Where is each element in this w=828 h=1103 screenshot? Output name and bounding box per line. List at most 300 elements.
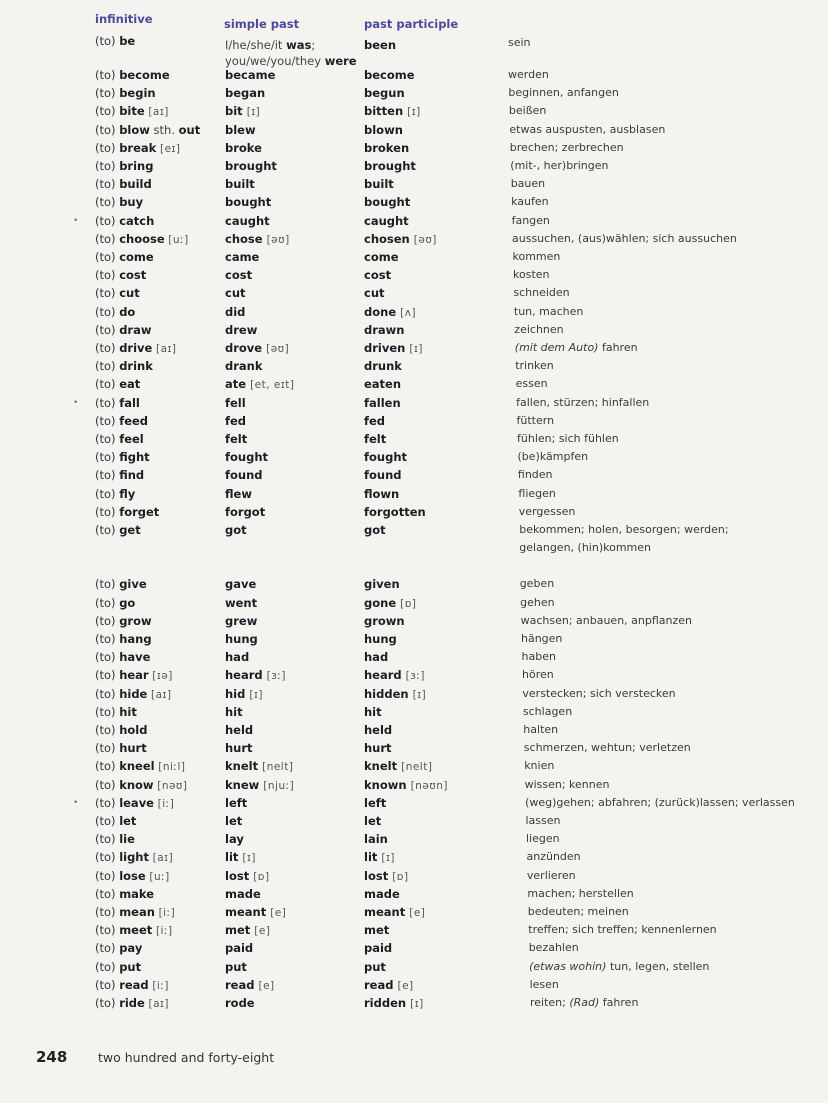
simple-past-word: found bbox=[225, 468, 263, 483]
simple-past-cell bbox=[225, 596, 257, 610]
simple-past-word: had bbox=[225, 650, 250, 665]
past-participle-phonetic: [ɪ] bbox=[410, 998, 424, 1010]
past-participle-word: done bbox=[364, 304, 397, 319]
table-row bbox=[0, 414, 828, 432]
simple-past-cell bbox=[225, 705, 243, 719]
infinitive-word: feed bbox=[119, 413, 149, 428]
german-cell: fallen, stürzen; hinfallen bbox=[516, 395, 650, 409]
past-participle-cell bbox=[364, 214, 409, 228]
past-participle-phonetic: [ɒ] bbox=[400, 597, 417, 610]
infinitive-phonetic: [iː] bbox=[155, 925, 173, 938]
header-infinitive: infinitive bbox=[95, 12, 153, 26]
infinitive-cell bbox=[95, 905, 175, 920]
simple-past-cell bbox=[225, 887, 261, 901]
simple-past-cell bbox=[225, 250, 259, 264]
simple-past-phonetic: [njuː] bbox=[263, 779, 295, 792]
infinitive-word: read bbox=[119, 977, 149, 992]
to-prefix: (to) bbox=[95, 923, 116, 938]
simple-past-word: knelt bbox=[225, 759, 259, 774]
german-cell: geben bbox=[519, 577, 555, 591]
past-participle-word: met bbox=[364, 923, 390, 938]
german-cell: bezahlen bbox=[528, 941, 579, 955]
german-italic: (mit dem Auto) bbox=[514, 341, 599, 354]
past-participle-word: become bbox=[364, 68, 415, 82]
past-participle-word: hurt bbox=[364, 741, 392, 756]
table-row bbox=[0, 978, 828, 996]
to-prefix: (to) bbox=[95, 231, 116, 246]
infinitive-word: cost bbox=[119, 268, 147, 283]
german-cell: essen bbox=[515, 377, 548, 391]
simple-past-phonetic: [ɪ] bbox=[246, 106, 261, 119]
infinitive-cell bbox=[95, 232, 189, 247]
past-participle-word: meant bbox=[364, 905, 406, 919]
infinitive-word: have bbox=[119, 650, 151, 665]
past-participle-word: flown bbox=[364, 486, 400, 501]
infinitive-cell bbox=[95, 505, 159, 519]
german-cell: schlagen bbox=[522, 704, 573, 718]
simple-past-word: bought bbox=[225, 195, 272, 210]
simple-past-cell bbox=[225, 796, 247, 810]
simple-past-cell bbox=[225, 286, 246, 300]
german-cell: fühlen; sich fühlen bbox=[517, 432, 619, 445]
header-simple-past: simple past bbox=[224, 17, 300, 31]
infinitive-cell bbox=[95, 177, 152, 191]
to-prefix: (to) bbox=[95, 250, 116, 264]
table-row bbox=[0, 487, 828, 505]
past-participle-word: chosen bbox=[364, 231, 410, 246]
simple-past-word: did bbox=[225, 304, 246, 319]
simple-past-word: hid bbox=[225, 686, 246, 701]
table-row bbox=[0, 869, 828, 887]
infinitive-cell bbox=[95, 159, 153, 173]
past-participle-word: built bbox=[364, 177, 394, 192]
table-row bbox=[0, 141, 828, 159]
simple-past-word: broke bbox=[225, 140, 262, 155]
german-cell: werden bbox=[508, 68, 549, 81]
past-participle-cell bbox=[364, 487, 399, 501]
to-prefix: (to) bbox=[95, 104, 116, 119]
infinitive-cell bbox=[95, 104, 169, 119]
past-participle-word: given bbox=[364, 577, 400, 592]
to-prefix: (to) bbox=[95, 723, 116, 737]
past-participle-cell bbox=[364, 796, 386, 810]
infinitive-cell bbox=[95, 341, 177, 356]
past-participle-word: bitten bbox=[364, 104, 404, 119]
table-row bbox=[0, 450, 828, 468]
to-prefix: (to) bbox=[95, 413, 116, 428]
infinitive-word: put bbox=[119, 959, 142, 974]
to-prefix: (to) bbox=[95, 341, 116, 355]
simple-past-word: lost bbox=[225, 868, 250, 883]
to-prefix: (to) bbox=[95, 668, 116, 683]
simple-past-word: grew bbox=[225, 613, 258, 628]
to-prefix: (to) bbox=[95, 996, 116, 1010]
infinitive-cell bbox=[95, 941, 142, 955]
past-participle-word: fed bbox=[364, 413, 386, 428]
infinitive-cell bbox=[95, 487, 135, 501]
table-row bbox=[0, 195, 828, 213]
past-participle-cell bbox=[364, 68, 415, 82]
past-participle-word: drunk bbox=[364, 359, 402, 374]
table-row bbox=[0, 523, 828, 541]
past-participle-phonetic: [e] bbox=[409, 907, 426, 919]
infinitive-word: find bbox=[119, 468, 145, 483]
table-row bbox=[0, 268, 828, 286]
simple-past-cell bbox=[225, 323, 257, 337]
to-prefix: (to) bbox=[95, 941, 116, 956]
past-participle-cell bbox=[364, 614, 405, 628]
infinitive-phonetic: [eɪ] bbox=[159, 142, 181, 155]
past-participle-cell: been bbox=[364, 38, 397, 52]
infinitive-word: light bbox=[119, 850, 149, 865]
table-row bbox=[0, 759, 828, 777]
infinitive-word: leave bbox=[119, 795, 154, 810]
past-participle-word: got bbox=[364, 523, 386, 537]
german-cell: halten bbox=[523, 723, 559, 736]
infinitive-cell bbox=[95, 396, 140, 410]
simple-past-cell bbox=[225, 177, 255, 191]
past-participle-cell bbox=[364, 523, 386, 537]
simple-past-word: hurt bbox=[225, 741, 253, 756]
past-participle-cell bbox=[364, 887, 400, 901]
table-row bbox=[0, 177, 828, 195]
infinitive-word: bite bbox=[119, 104, 145, 119]
to-prefix: (to) bbox=[95, 195, 116, 210]
infinitive-cell bbox=[95, 869, 170, 884]
simple-past-word: forgot bbox=[225, 504, 266, 519]
infinitive-word: fall bbox=[119, 395, 140, 410]
row-marker: • bbox=[73, 215, 79, 226]
past-participle-word: grown bbox=[364, 613, 405, 628]
table-row bbox=[0, 705, 828, 723]
simple-past-word: hit bbox=[225, 704, 243, 719]
simple-past-cell bbox=[225, 141, 262, 155]
past-participle-word: bought bbox=[364, 195, 411, 210]
german-cell: vergessen bbox=[518, 504, 576, 518]
past-participle-word: driven bbox=[364, 341, 406, 355]
table-row bbox=[0, 796, 828, 814]
simple-past-phonetic: [e] bbox=[258, 979, 275, 992]
german-rest: fahren bbox=[599, 996, 639, 1009]
infinitive-cell bbox=[95, 141, 181, 156]
simple-past-cell bbox=[225, 850, 256, 865]
simple-past-word: got bbox=[225, 523, 247, 537]
infinitive-phonetic: [niːl] bbox=[158, 761, 186, 774]
past-participle-word: hit bbox=[364, 704, 382, 719]
german-cell: lesen bbox=[529, 977, 559, 991]
simple-past-cell bbox=[225, 723, 253, 737]
past-participle-word: fallen bbox=[364, 395, 401, 410]
past-participle-cell bbox=[364, 723, 392, 737]
table-row bbox=[0, 577, 828, 595]
infinitive-cell bbox=[95, 668, 173, 683]
simple-past-word: lay bbox=[225, 832, 244, 847]
past-participle-cell bbox=[364, 450, 407, 464]
simple-past-cell bbox=[225, 759, 293, 774]
infinitive-word: bring bbox=[119, 159, 154, 173]
infinitive-cell bbox=[95, 214, 154, 228]
past-participle-word: made bbox=[364, 886, 400, 901]
simple-past-cell bbox=[225, 687, 263, 702]
past-participle-cell bbox=[364, 123, 403, 137]
infinitive-word: meet bbox=[119, 923, 153, 938]
simple-past-cell bbox=[225, 341, 289, 356]
simple-past-word: began bbox=[225, 86, 266, 101]
german-cell: finden bbox=[517, 468, 553, 482]
to-prefix: (to) bbox=[95, 795, 116, 810]
to-prefix: (to) bbox=[95, 868, 116, 883]
past-participle-cell bbox=[364, 341, 423, 356]
simple-past-word: brought bbox=[225, 159, 277, 173]
row-marker: • bbox=[73, 797, 79, 808]
past-participle-word: had bbox=[364, 650, 389, 665]
simple-past-cell bbox=[225, 577, 256, 591]
past-participle-cell bbox=[364, 250, 399, 264]
to-prefix: (to) bbox=[95, 886, 116, 901]
infinitive-word: break bbox=[119, 140, 157, 155]
german-cell: hören bbox=[522, 668, 554, 682]
to-prefix: (to) bbox=[95, 650, 116, 665]
infinitive-word: lose bbox=[119, 868, 146, 883]
infinitive-word: hold bbox=[119, 723, 148, 737]
german-cell: treffen; sich treffen; kennenlernen bbox=[528, 923, 717, 937]
simple-past-cell bbox=[225, 668, 286, 683]
to-prefix: (to) bbox=[95, 686, 116, 701]
past-participle-word: lost bbox=[364, 868, 389, 883]
infinitive-cell bbox=[95, 577, 147, 591]
infinitive-cell bbox=[95, 705, 137, 719]
infinitive-cell bbox=[95, 923, 173, 938]
simple-past-cell bbox=[225, 468, 263, 482]
german-cell: beißen bbox=[508, 104, 547, 118]
infinitive-cell bbox=[95, 268, 146, 282]
simple-past-cell bbox=[225, 487, 252, 501]
past-participle-word: cost bbox=[364, 268, 392, 283]
past-participle-cell bbox=[364, 232, 437, 247]
past-participle-cell bbox=[364, 377, 401, 391]
simple-past-phonetic: [ɒ] bbox=[253, 870, 270, 883]
infinitive-word: hide bbox=[119, 686, 148, 701]
german-italic: (etwas wohin) bbox=[529, 959, 607, 973]
to-prefix: (to) bbox=[95, 759, 116, 774]
past-participle-word: forgotten bbox=[364, 504, 426, 519]
infinitive-word: grow bbox=[119, 613, 152, 628]
infinitive-word: build bbox=[119, 177, 152, 192]
german-cell: wissen; kennen bbox=[524, 777, 610, 791]
simple-past-cell bbox=[225, 268, 252, 282]
simple-past-cell bbox=[225, 523, 247, 537]
table-row bbox=[0, 377, 828, 395]
infinitive-word: do bbox=[119, 304, 136, 319]
simple-past-cell bbox=[225, 104, 260, 119]
infinitive-cell bbox=[95, 887, 154, 901]
simple-past-word: put bbox=[225, 959, 247, 974]
past-participle-word: brought bbox=[364, 159, 416, 173]
past-participle-cell bbox=[364, 759, 432, 774]
table-row bbox=[0, 286, 828, 304]
infinitive-word: hear bbox=[119, 668, 149, 683]
infinitive-phonetic: [aɪ] bbox=[156, 343, 177, 355]
table-row bbox=[0, 432, 828, 450]
to-prefix: (to) bbox=[95, 777, 116, 792]
past-participle-word: fought bbox=[364, 450, 408, 465]
past-participle-cell bbox=[364, 505, 426, 519]
simple-past-word: cost bbox=[225, 268, 253, 283]
table-row bbox=[0, 614, 828, 632]
table-row bbox=[0, 814, 828, 832]
german-cell: (be)kämpfen bbox=[517, 450, 589, 464]
simple-past-word: fed bbox=[225, 413, 247, 428]
past-participle-cell bbox=[364, 159, 416, 173]
to-prefix: (to) bbox=[95, 832, 116, 847]
table-row bbox=[0, 632, 828, 650]
to-prefix: (to) bbox=[95, 977, 116, 992]
table-row bbox=[0, 505, 828, 523]
infinitive-word: buy bbox=[119, 195, 144, 210]
simple-past-cell bbox=[225, 414, 246, 428]
past-participle-word: left bbox=[364, 795, 387, 810]
to-prefix: (to) bbox=[95, 905, 116, 919]
table-row bbox=[0, 668, 828, 686]
simple-past-word: chose bbox=[225, 231, 263, 246]
past-participle-word: cut bbox=[364, 286, 385, 301]
past-participle-cell bbox=[364, 632, 397, 646]
simple-past-word: hung bbox=[225, 632, 258, 646]
simple-past-cell bbox=[225, 778, 294, 793]
table-row bbox=[0, 960, 828, 978]
row-marker: • bbox=[73, 397, 79, 408]
to-prefix: (to) bbox=[95, 959, 116, 974]
past-participle-phonetic: [ɪ] bbox=[412, 688, 427, 701]
infinitive-word: fight bbox=[119, 450, 150, 465]
page-number: 248 bbox=[36, 1048, 68, 1066]
german-cell: füttern bbox=[516, 413, 555, 427]
infinitive-word: let bbox=[119, 814, 137, 828]
to-prefix: (to) bbox=[95, 595, 116, 610]
to-prefix: (to) bbox=[95, 395, 116, 410]
infinitive-cell bbox=[95, 432, 144, 446]
simple-past-word: cut bbox=[225, 286, 246, 301]
german-rest: tun, legen, stellen bbox=[606, 959, 710, 973]
german-cell: aussuchen, (aus)wählen; sich aussuchen bbox=[512, 231, 737, 245]
german-cell: kaufen bbox=[511, 195, 549, 209]
to-prefix: (to) bbox=[95, 486, 116, 501]
infinitive-word: fly bbox=[119, 486, 136, 501]
simple-past-cell bbox=[225, 814, 242, 828]
german-cell: haben bbox=[521, 650, 556, 664]
simple-past-cell bbox=[225, 396, 246, 410]
german-cell: brechen; zerbrechen bbox=[509, 140, 624, 154]
to-prefix: (to) bbox=[95, 450, 116, 465]
german-cell: hängen bbox=[521, 632, 563, 645]
simple-past-cell bbox=[225, 832, 244, 846]
past-participle-word: felt bbox=[364, 432, 387, 446]
infinitive-object: sth. bbox=[153, 122, 175, 137]
simple-past-cell bbox=[225, 195, 271, 209]
to-prefix: (to) bbox=[95, 432, 116, 446]
page-number-text: two hundred and forty-eight bbox=[98, 1050, 275, 1065]
infinitive-word: kneel bbox=[119, 759, 155, 774]
infinitive-cell bbox=[95, 450, 150, 464]
infinitive-cell bbox=[95, 68, 170, 82]
german-cell: liegen bbox=[526, 832, 560, 846]
to-prefix: (to) bbox=[95, 268, 116, 283]
past-participle-cell bbox=[364, 905, 425, 920]
simple-past-word: rode bbox=[225, 996, 255, 1010]
past-participle-word: caught bbox=[364, 213, 409, 228]
infinitive-phonetic: [aɪ] bbox=[148, 106, 169, 119]
german-cell: machen; herstellen bbox=[527, 886, 634, 900]
table-row bbox=[0, 214, 828, 232]
infinitive-cell bbox=[95, 687, 172, 702]
past-participle-word: hidden bbox=[364, 686, 409, 701]
simple-past-word: read bbox=[225, 977, 255, 992]
header-past-participle: past participle bbox=[364, 17, 459, 31]
simple-past-word: lit bbox=[225, 850, 239, 865]
table-row bbox=[0, 905, 828, 923]
to-prefix: (to) bbox=[95, 814, 116, 828]
german-cell: trinken bbox=[515, 359, 554, 373]
simple-past-cell bbox=[225, 505, 265, 519]
simple-past-phonetic: [nelt] bbox=[262, 761, 294, 774]
simple-past-word: knew bbox=[225, 777, 260, 792]
past-participle-cell bbox=[364, 286, 385, 300]
german-cell bbox=[530, 996, 638, 1010]
german-cell-line2: gelangen, (hin)kommen bbox=[519, 541, 651, 555]
simple-past-word: caught bbox=[225, 213, 270, 228]
infinitive-cell: (to) be bbox=[95, 34, 136, 48]
infinitive-cell bbox=[95, 632, 152, 646]
to-prefix: (to) bbox=[95, 122, 116, 137]
table-row bbox=[0, 723, 828, 741]
past-participle-word: lit bbox=[364, 850, 378, 865]
to-prefix: (to) bbox=[95, 359, 116, 374]
simple-past-word: blew bbox=[225, 122, 256, 137]
past-participle-cell bbox=[364, 978, 414, 993]
past-participle-cell bbox=[364, 414, 385, 428]
table-row bbox=[0, 68, 828, 86]
past-participle-phonetic: [e] bbox=[397, 979, 414, 992]
table-row bbox=[0, 687, 828, 705]
past-participle-word: come bbox=[364, 250, 399, 264]
infinitive-phonetic: [uː] bbox=[168, 233, 189, 246]
past-participle-phonetic: [nelt] bbox=[401, 761, 433, 774]
simple-past-word: meant bbox=[225, 905, 267, 919]
table-row bbox=[0, 341, 828, 359]
simple-past-cell-line2: you/we/you/they were bbox=[225, 54, 357, 68]
simple-past-word: bit bbox=[225, 104, 243, 119]
past-participle-cell bbox=[364, 705, 382, 719]
simple-past-cell bbox=[225, 450, 268, 464]
infinitive-word: draw bbox=[119, 322, 152, 337]
simple-past-word: felt bbox=[225, 432, 248, 446]
infinitive-cell bbox=[95, 523, 141, 537]
past-participle-phonetic: [əʊ] bbox=[413, 233, 437, 246]
infinitive-cell bbox=[95, 832, 135, 846]
to-prefix: (to) bbox=[95, 741, 116, 756]
table-row bbox=[0, 832, 828, 850]
past-participle-cell bbox=[364, 177, 394, 191]
german-cell: verlieren bbox=[526, 868, 576, 882]
simple-past-cell bbox=[225, 741, 253, 755]
infinitive-phonetic: [aɪ] bbox=[148, 998, 170, 1010]
infinitive-word: hit bbox=[119, 704, 137, 719]
infinitive-word: begin bbox=[119, 86, 156, 101]
simple-past-cell bbox=[225, 869, 270, 884]
german-cell: wachsen; anbauen, anpflanzen bbox=[520, 613, 693, 627]
simple-past-cell bbox=[225, 905, 286, 920]
infinitive-word: hang bbox=[119, 632, 152, 646]
